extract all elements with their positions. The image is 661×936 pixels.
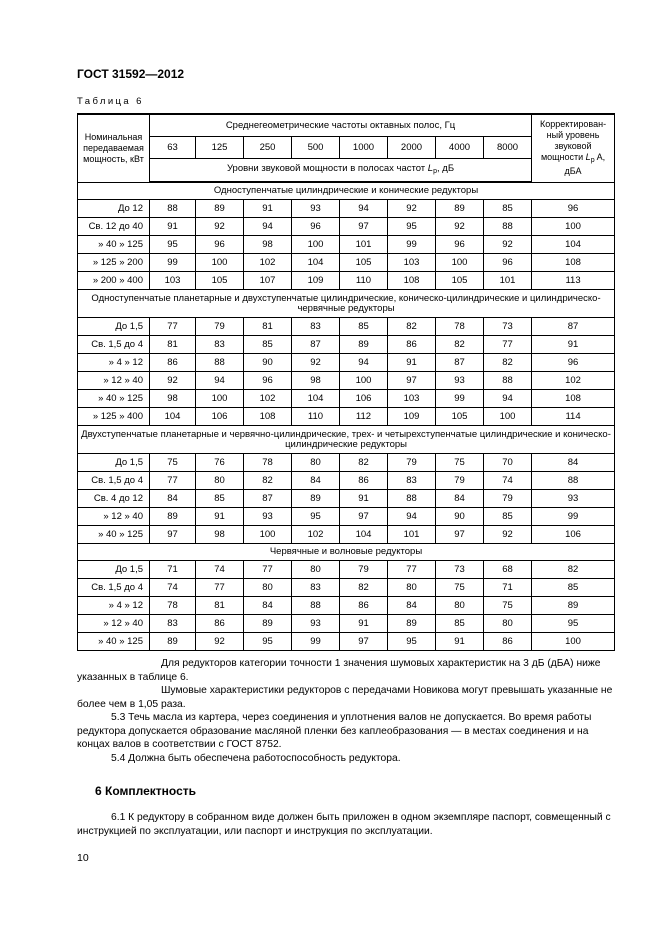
level-cell: 89 bbox=[388, 615, 436, 633]
level-cell: 104 bbox=[292, 254, 340, 272]
level-cell: 84 bbox=[150, 490, 196, 508]
level-cell: 78 bbox=[150, 597, 196, 615]
level-cell: 75 bbox=[436, 579, 484, 597]
table-row bbox=[78, 408, 615, 426]
level-cell: 100 bbox=[244, 526, 292, 544]
power-cell: » 125 » 200 bbox=[78, 254, 150, 272]
table-body bbox=[78, 182, 615, 651]
level-cell: 96 bbox=[484, 254, 532, 272]
level-cell: 96 bbox=[244, 372, 292, 390]
level-cell: 108 bbox=[388, 272, 436, 290]
level-cell: 99 bbox=[292, 633, 340, 651]
power-cell: » 125 » 400 bbox=[78, 408, 150, 426]
corrected-level-cell: 108 bbox=[532, 390, 615, 408]
level-cell: 91 bbox=[340, 615, 388, 633]
level-cell: 80 bbox=[196, 472, 244, 490]
corrected-level-cell: 96 bbox=[532, 200, 615, 218]
level-cell: 86 bbox=[340, 472, 388, 490]
level-cell: 91 bbox=[436, 633, 484, 651]
level-cell: 86 bbox=[484, 633, 532, 651]
table-row bbox=[78, 254, 615, 272]
level-cell: 82 bbox=[484, 354, 532, 372]
power-cell: » 40 » 125 bbox=[78, 526, 150, 544]
level-cell: 94 bbox=[484, 390, 532, 408]
level-cell: 96 bbox=[196, 236, 244, 254]
level-cell: 79 bbox=[388, 454, 436, 472]
group-title: Одноступенчатые цилиндрические и конические редукторы bbox=[78, 182, 615, 200]
level-cell: 98 bbox=[244, 236, 292, 254]
table-row bbox=[78, 218, 615, 236]
level-cell: 90 bbox=[244, 354, 292, 372]
level-cell: 107 bbox=[244, 272, 292, 290]
level-cell: 95 bbox=[388, 218, 436, 236]
level-cell: 88 bbox=[196, 354, 244, 372]
level-cell: 97 bbox=[150, 526, 196, 544]
power-cell: » 4 » 12 bbox=[78, 354, 150, 372]
power-cell: » 12 » 40 bbox=[78, 508, 150, 526]
corrected-level-cell: 89 bbox=[532, 597, 615, 615]
frequency-header: Среднегеометрические частоты октавных полос, Гц bbox=[150, 114, 532, 136]
paragraph-6-1: 6.1 К редуктору в собранном виде должен быть приложен в одном экземпляре паспорт, совмещенный с инструкцией по эксплуатации, или паспорт и инструкция по эксплуатации. bbox=[77, 812, 611, 837]
level-cell: 92 bbox=[196, 633, 244, 651]
level-cell: 105 bbox=[436, 272, 484, 290]
power-cell: Св. 1,5 до 4 bbox=[78, 472, 150, 490]
level-cell: 97 bbox=[340, 508, 388, 526]
table-row bbox=[78, 354, 615, 372]
corrected-level-cell: 113 bbox=[532, 272, 615, 290]
level-cell: 77 bbox=[150, 472, 196, 490]
level-cell: 77 bbox=[388, 561, 436, 579]
level-cell: 85 bbox=[340, 318, 388, 336]
table-row bbox=[78, 472, 615, 490]
level-cell: 99 bbox=[150, 254, 196, 272]
power-cell: » 200 » 400 bbox=[78, 272, 150, 290]
corrected-level-cell: 100 bbox=[532, 633, 615, 651]
level-cell: 77 bbox=[484, 336, 532, 354]
level-cell: 86 bbox=[340, 597, 388, 615]
level-cell: 98 bbox=[150, 390, 196, 408]
level-cell: 92 bbox=[484, 236, 532, 254]
table-row bbox=[78, 561, 615, 579]
level-cell: 82 bbox=[436, 336, 484, 354]
level-cell: 76 bbox=[196, 454, 244, 472]
level-cell: 112 bbox=[340, 408, 388, 426]
table-row bbox=[78, 372, 615, 390]
level-cell: 94 bbox=[340, 354, 388, 372]
level-cell: 101 bbox=[340, 236, 388, 254]
level-cell: 85 bbox=[484, 508, 532, 526]
level-cell: 102 bbox=[244, 254, 292, 272]
level-cell: 100 bbox=[340, 372, 388, 390]
corrected-level-cell: 82 bbox=[532, 561, 615, 579]
level-cell: 79 bbox=[436, 472, 484, 490]
level-cell: 88 bbox=[484, 372, 532, 390]
corrected-level-cell: 96 bbox=[532, 354, 615, 372]
level-cell: 91 bbox=[340, 490, 388, 508]
table-row bbox=[78, 597, 615, 615]
level-cell: 106 bbox=[340, 390, 388, 408]
group-title: Двухступенчатые планетарные и червячно-цилиндрические, трех- и четырехступенчатые цилиндрические и коническо-цилиндрические редукторы bbox=[78, 426, 615, 454]
level-cell: 96 bbox=[292, 218, 340, 236]
level-cell: 102 bbox=[292, 526, 340, 544]
level-cell: 105 bbox=[196, 272, 244, 290]
level-cell: 110 bbox=[340, 272, 388, 290]
level-cell: 94 bbox=[196, 372, 244, 390]
level-cell: 93 bbox=[292, 615, 340, 633]
power-cell: Св. 1,5 до 4 bbox=[78, 336, 150, 354]
table-row bbox=[78, 272, 615, 290]
table-row bbox=[78, 633, 615, 651]
frequency-cell: 4000 bbox=[436, 136, 484, 158]
table-row bbox=[78, 390, 615, 408]
level-cell: 75 bbox=[484, 597, 532, 615]
level-cell: 84 bbox=[292, 472, 340, 490]
group-title: Одноступенчатые планетарные и двухступенчатые цилиндрические, коническо-цилиндрические и цилиндрическо-червячные редукторы bbox=[78, 290, 615, 318]
level-cell: 103 bbox=[150, 272, 196, 290]
level-cell: 100 bbox=[436, 254, 484, 272]
table-row bbox=[78, 200, 615, 218]
level-cell: 95 bbox=[388, 633, 436, 651]
frequency-cell: 500 bbox=[292, 136, 340, 158]
corrected-level-cell: 87 bbox=[532, 318, 615, 336]
level-cell: 93 bbox=[292, 200, 340, 218]
level-cell: 101 bbox=[388, 526, 436, 544]
level-cell: 74 bbox=[196, 561, 244, 579]
corrected-level-cell: 91 bbox=[532, 336, 615, 354]
level-cell: 80 bbox=[292, 454, 340, 472]
level-cell: 85 bbox=[436, 615, 484, 633]
power-cell: До 1,5 bbox=[78, 454, 150, 472]
level-cell: 73 bbox=[436, 561, 484, 579]
level-cell: 83 bbox=[196, 336, 244, 354]
table-row bbox=[78, 579, 615, 597]
level-cell: 96 bbox=[436, 236, 484, 254]
level-cell: 74 bbox=[150, 579, 196, 597]
power-column-header: Номинальная передаваемая мощность, кВт bbox=[78, 114, 150, 182]
section-title: 6 Комплектность bbox=[95, 784, 196, 798]
level-cell: 85 bbox=[244, 336, 292, 354]
table-row bbox=[78, 318, 615, 336]
level-cell: 80 bbox=[244, 579, 292, 597]
table-head bbox=[78, 114, 615, 182]
level-cell: 100 bbox=[292, 236, 340, 254]
table-row bbox=[78, 336, 615, 354]
level-cell: 98 bbox=[292, 372, 340, 390]
level-cell: 91 bbox=[244, 200, 292, 218]
level-cell: 75 bbox=[436, 454, 484, 472]
group-title: Червячные и волновые редукторы bbox=[78, 544, 615, 561]
level-cell: 84 bbox=[436, 490, 484, 508]
frequency-cell: 8000 bbox=[484, 136, 532, 158]
level-cell: 93 bbox=[436, 372, 484, 390]
level-cell: 94 bbox=[340, 200, 388, 218]
level-cell: 89 bbox=[436, 200, 484, 218]
level-cell: 91 bbox=[388, 354, 436, 372]
level-cell: 97 bbox=[388, 372, 436, 390]
corrected-level-cell: 84 bbox=[532, 454, 615, 472]
level-cell: 81 bbox=[196, 597, 244, 615]
level-cell: 86 bbox=[196, 615, 244, 633]
level-cell: 95 bbox=[244, 633, 292, 651]
level-cell: 82 bbox=[388, 318, 436, 336]
level-cell: 70 bbox=[484, 454, 532, 472]
level-cell: 83 bbox=[388, 472, 436, 490]
level-cell: 105 bbox=[436, 408, 484, 426]
corrected-level-header: Корректирован-ный уровень звуковой мощности $L_p$ A, дБА bbox=[532, 114, 615, 182]
level-cell: 92 bbox=[292, 354, 340, 372]
level-cell: 92 bbox=[388, 200, 436, 218]
level-cell: 81 bbox=[150, 336, 196, 354]
power-cell: » 40 » 125 bbox=[78, 390, 150, 408]
level-cell: 77 bbox=[196, 579, 244, 597]
corrected-level-cell: 106 bbox=[532, 526, 615, 544]
corrected-level-cell: 85 bbox=[532, 579, 615, 597]
power-cell: Св. 12 до 40 bbox=[78, 218, 150, 236]
power-cell: » 12 » 40 bbox=[78, 615, 150, 633]
paragraph-novikov-note: Шумовые характеристики редукторов с передачами Новикова могут превышать указанные не более чем в 1,05 раза. bbox=[77, 685, 613, 710]
corrected-level-cell: 108 bbox=[532, 254, 615, 272]
level-cell: 89 bbox=[244, 615, 292, 633]
level-cell: 92 bbox=[484, 526, 532, 544]
level-cell: 104 bbox=[292, 390, 340, 408]
frequency-cell: 125 bbox=[196, 136, 244, 158]
level-cell: 100 bbox=[196, 254, 244, 272]
level-cell: 84 bbox=[388, 597, 436, 615]
level-cell: 82 bbox=[340, 454, 388, 472]
level-cell: 77 bbox=[150, 318, 196, 336]
level-cell: 99 bbox=[388, 236, 436, 254]
level-cell: 86 bbox=[388, 336, 436, 354]
level-cell: 108 bbox=[244, 408, 292, 426]
level-cell: 77 bbox=[244, 561, 292, 579]
level-cell: 89 bbox=[292, 490, 340, 508]
table-row bbox=[78, 526, 615, 544]
level-cell: 104 bbox=[150, 408, 196, 426]
level-cell: 71 bbox=[150, 561, 196, 579]
level-cell: 88 bbox=[150, 200, 196, 218]
power-cell: До 1,5 bbox=[78, 561, 150, 579]
level-cell: 89 bbox=[196, 200, 244, 218]
paragraph-5-3: 5.3 Течь масла из картера, через соединения и уплотнения валов не допускается. Во время работы редуктора допускается образование масляной пленки без каплеобразования — в местах соединения и на концах валов в соответствии с ГОСТ 8752. bbox=[77, 712, 592, 750]
level-cell: 80 bbox=[436, 597, 484, 615]
level-cell: 86 bbox=[150, 354, 196, 372]
power-cell: » 12 » 40 bbox=[78, 372, 150, 390]
corrected-level-cell: 100 bbox=[532, 218, 615, 236]
level-cell: 104 bbox=[340, 526, 388, 544]
table-caption: Таблица 6 bbox=[77, 96, 144, 107]
level-cell: 82 bbox=[340, 579, 388, 597]
power-cell: » 4 » 12 bbox=[78, 597, 150, 615]
table-row bbox=[78, 615, 615, 633]
level-cell: 90 bbox=[436, 508, 484, 526]
power-cell: До 1,5 bbox=[78, 318, 150, 336]
table-row bbox=[78, 490, 615, 508]
power-cell: Св. 4 до 12 bbox=[78, 490, 150, 508]
level-cell: 85 bbox=[196, 490, 244, 508]
noise-table bbox=[77, 113, 615, 651]
corrected-level-cell: 93 bbox=[532, 490, 615, 508]
level-cell: 79 bbox=[484, 490, 532, 508]
power-cell: Св. 1,5 до 4 bbox=[78, 579, 150, 597]
level-cell: 73 bbox=[484, 318, 532, 336]
level-cell: 102 bbox=[244, 390, 292, 408]
level-cell: 80 bbox=[388, 579, 436, 597]
level-cell: 89 bbox=[150, 633, 196, 651]
table-row bbox=[78, 236, 615, 254]
level-cell: 103 bbox=[388, 254, 436, 272]
level-cell: 109 bbox=[292, 272, 340, 290]
level-cell: 79 bbox=[340, 561, 388, 579]
level-cell: 103 bbox=[388, 390, 436, 408]
level-cell: 89 bbox=[150, 508, 196, 526]
level-cell: 100 bbox=[484, 408, 532, 426]
page-number: 10 bbox=[77, 852, 89, 864]
level-cell: 91 bbox=[150, 218, 196, 236]
level-cell: 92 bbox=[196, 218, 244, 236]
corrected-level-cell: 104 bbox=[532, 236, 615, 254]
paragraph-5-4: 5.4 Должна быть обеспечена работоспособность редуктора. bbox=[111, 753, 401, 764]
level-cell: 100 bbox=[196, 390, 244, 408]
power-cell: » 40 » 125 bbox=[78, 236, 150, 254]
level-cell: 87 bbox=[436, 354, 484, 372]
level-cell: 83 bbox=[292, 318, 340, 336]
level-cell: 68 bbox=[484, 561, 532, 579]
level-cell: 83 bbox=[292, 579, 340, 597]
table-row bbox=[78, 508, 615, 526]
level-cell: 78 bbox=[436, 318, 484, 336]
power-cell: До 12 bbox=[78, 200, 150, 218]
sound-power-levels-header: Уровни звуковой мощности в полосах частот $L_p$, дБ bbox=[150, 158, 532, 182]
level-cell: 87 bbox=[244, 490, 292, 508]
level-cell: 98 bbox=[196, 526, 244, 544]
level-cell: 105 bbox=[340, 254, 388, 272]
level-cell: 84 bbox=[244, 597, 292, 615]
level-cell: 95 bbox=[150, 236, 196, 254]
level-cell: 88 bbox=[292, 597, 340, 615]
level-cell: 97 bbox=[340, 218, 388, 236]
corrected-level-cell: 99 bbox=[532, 508, 615, 526]
corrected-level-cell: 95 bbox=[532, 615, 615, 633]
level-cell: 88 bbox=[388, 490, 436, 508]
level-cell: 109 bbox=[388, 408, 436, 426]
level-cell: 92 bbox=[150, 372, 196, 390]
frequency-cell: 1000 bbox=[340, 136, 388, 158]
corrected-level-cell: 114 bbox=[532, 408, 615, 426]
level-cell: 78 bbox=[244, 454, 292, 472]
level-cell: 92 bbox=[436, 218, 484, 236]
level-cell: 91 bbox=[196, 508, 244, 526]
level-cell: 101 bbox=[484, 272, 532, 290]
level-cell: 93 bbox=[244, 508, 292, 526]
level-cell: 106 bbox=[196, 408, 244, 426]
level-cell: 75 bbox=[150, 454, 196, 472]
level-cell: 80 bbox=[484, 615, 532, 633]
level-cell: 71 bbox=[484, 579, 532, 597]
level-cell: 97 bbox=[436, 526, 484, 544]
level-cell: 95 bbox=[292, 508, 340, 526]
document-header: ГОСТ 31592—2012 bbox=[77, 67, 185, 81]
frequency-cell: 63 bbox=[150, 136, 196, 158]
level-cell: 110 bbox=[292, 408, 340, 426]
frequency-cell: 2000 bbox=[388, 136, 436, 158]
corrected-level-cell: 102 bbox=[532, 372, 615, 390]
table-row bbox=[78, 454, 615, 472]
power-cell: » 40 » 125 bbox=[78, 633, 150, 651]
level-cell: 97 bbox=[340, 633, 388, 651]
level-cell: 89 bbox=[340, 336, 388, 354]
level-cell: 94 bbox=[244, 218, 292, 236]
level-cell: 83 bbox=[150, 615, 196, 633]
level-cell: 99 bbox=[436, 390, 484, 408]
level-cell: 80 bbox=[292, 561, 340, 579]
frequency-cell: 250 bbox=[244, 136, 292, 158]
level-cell: 94 bbox=[388, 508, 436, 526]
level-cell: 88 bbox=[484, 218, 532, 236]
level-cell: 74 bbox=[484, 472, 532, 490]
level-cell: 82 bbox=[244, 472, 292, 490]
level-cell: 81 bbox=[244, 318, 292, 336]
level-cell: 85 bbox=[484, 200, 532, 218]
paragraph-accuracy-note: Для редукторов категории точности 1 значения шумовых характеристик на 3 дБ (дБА) ниже указанных в таблице 6. bbox=[77, 658, 601, 683]
level-cell: 79 bbox=[196, 318, 244, 336]
corrected-level-cell: 88 bbox=[532, 472, 615, 490]
level-cell: 87 bbox=[292, 336, 340, 354]
